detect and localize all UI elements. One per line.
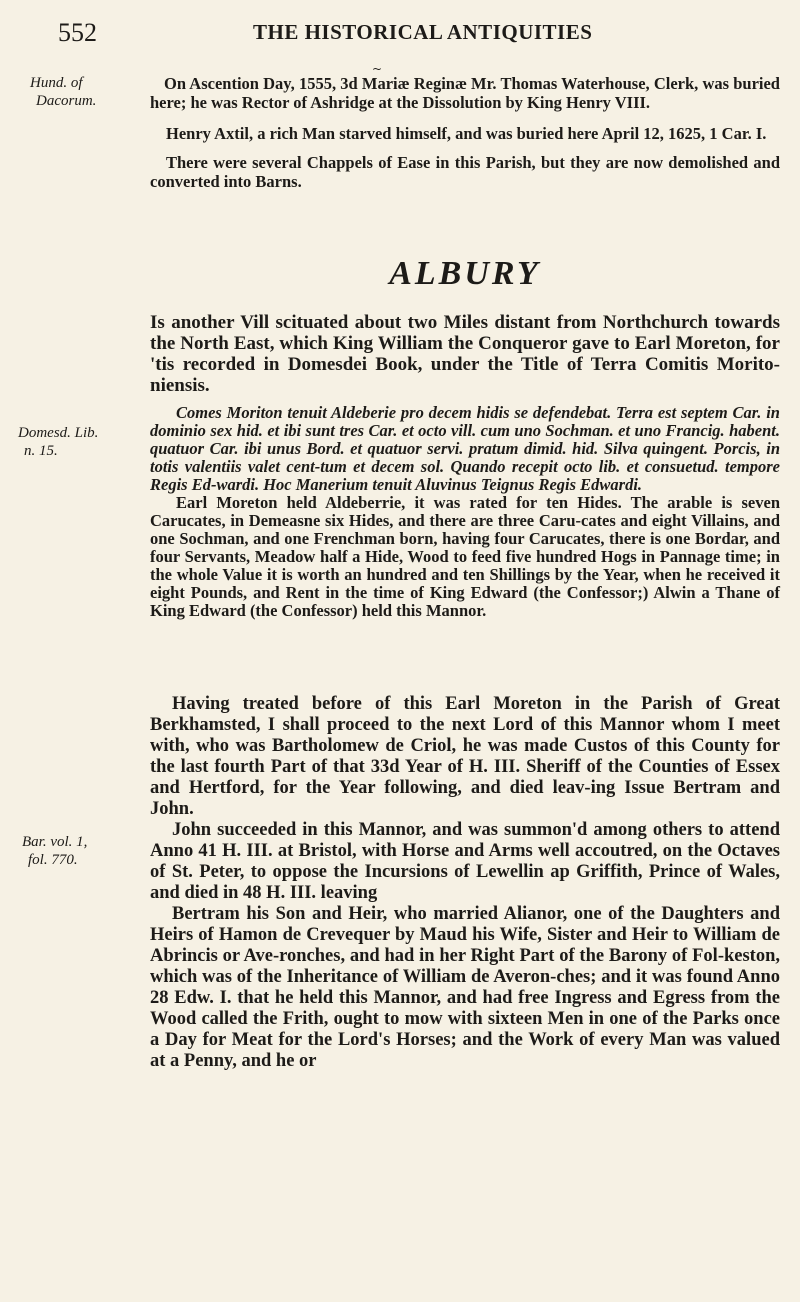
- margin-bar-line2: fol. 770.: [28, 852, 78, 868]
- paragraph-john: John succeeded in this Mannor, and was summon'd among others to attend Anno 41 H. III. at Bristol, with Horse and Arms well accoutred, on the Octaves of St. Peter, to oppose the Incursions of Lewellin ap Griffith, Prince of Wales, and died in 48 H. III. leaving: [150, 820, 780, 903]
- running-title: THE HISTORICAL ANTIQUITIES: [253, 20, 593, 44]
- paragraph-ascension: On Ascention Day, 1555, 3d Mariæ Reginæ Mr. Thomas Waterhouse, Clerk, was buried here; he was Rector of Ashridge at the Dissolution by King Henry VIII.: [150, 74, 780, 112]
- paragraph-translation: Earl Moreton held Aldeberrie, it was rated for ten Hides. The arable is seven Carucates, in Demeasne six Hides, and there are three Caru-cates and eight Villains, and one Sochman, and one Frenchman born, having four Carucates, there is one Bordar, and four Servants, Meadow half a Hide, Wood to feed five hundred Hogs in Pannage time; in the whole Value it is worth an hundred and ten Shillings by the Year, when he received it eight Pounds, and Rent in the time of King Edward (the Confessor;) Alwin a Thane of King Edward (the Confessor) held this Mannor.: [150, 493, 780, 620]
- albury-text: [150, 312, 780, 620]
- paragraph-intro: Is another Vill scituated about two Miles distant from Northchurch towards the North East, which King William the Conqueror gave to Earl Moreton, for 'tis recorded in Domesdei Book, under the Title of Terra Comitis Morito-niensis.: [150, 312, 780, 396]
- paragraph-bartholomew: Having treated before of this Earl Moreton in the Parish of Great Berkhamsted, I shall proceed to the next Lord of this Mannor whom I meet with, who was Bartholomew de Criol, he was made Custos of this County for the last fourth Part of that 33d Year of H. III. Sheriff of the Counties of Essex and Hertford, for the Year following, and died leav-ing Issue Bertram and John.: [150, 694, 780, 819]
- lords-text: [150, 694, 780, 1072]
- margin-note-hundred: [30, 74, 96, 110]
- margin-domesd-line2: n. 15.: [24, 443, 58, 459]
- margin-note-domesday: [18, 424, 98, 460]
- paragraph-bertram: Bertram his Son and Heir, who married Alianor, one of the Daughters and Heirs of Hamon de Crevequer by Maud his Wife, Sister and Heir to William de Abrincis or Ave-ronches, and had in her Right Part of the Barony of Fol-keston, which was of the Inheritance of William de Averon-ches; and it was found Anno 28 Edw. I. that he held this Mannor, and had free Ingress and Egress from the Wood called the Frith, ought to mow with sixteen Men in one of the Parks once a Day for Meat for the Lord's Horses; and the Work of every Man was valued at a Penny, and he or: [150, 904, 780, 1071]
- header-ornament: ~: [372, 62, 383, 76]
- paragraph-chappels: There were several Chappels of Ease in this Parish, but they are now demolished and converted into Barns.: [150, 153, 780, 191]
- page-header: [58, 18, 788, 58]
- margin-hundred-line2: Dacorum.: [36, 93, 97, 109]
- margin-hundred-line1: Hund. of: [30, 75, 83, 91]
- section-title: ALBURY: [389, 255, 541, 292]
- margin-domesd-line1: Domesd. Lib.: [18, 425, 99, 441]
- margin-note-baronage: [22, 833, 87, 869]
- paragraph-axtil: Henry Axtil, a rich Man starved himself, and was buried here April 12, 1625, 1 Car. I.: [166, 124, 767, 143]
- page-body: [150, 74, 780, 191]
- page-number: 552: [58, 18, 97, 47]
- section-title-block: [150, 255, 780, 293]
- margin-bar-line1: Bar. vol. 1,: [22, 834, 88, 850]
- paragraph-latin: Comes Moriton tenuit Aldeberie pro decem hidis se defendebat. Terra est septem Car. in dominio sex hid. et ibi sunt tres Car. et octo vill. cum uno Sochman. et uno Francig. habent. quatuor Car. ibi unus Bord. et quatuor servi. pratum dimid. hid. Silva quingent. Porcis, in totis valentiis valet cent-tum et decem sol. Quando recepit octo lib. et consuetud. tempore Regis Ed-wardi. Hoc Manerium tenuit Aluvinus Teignus Regis Edwardi.: [150, 403, 780, 494]
